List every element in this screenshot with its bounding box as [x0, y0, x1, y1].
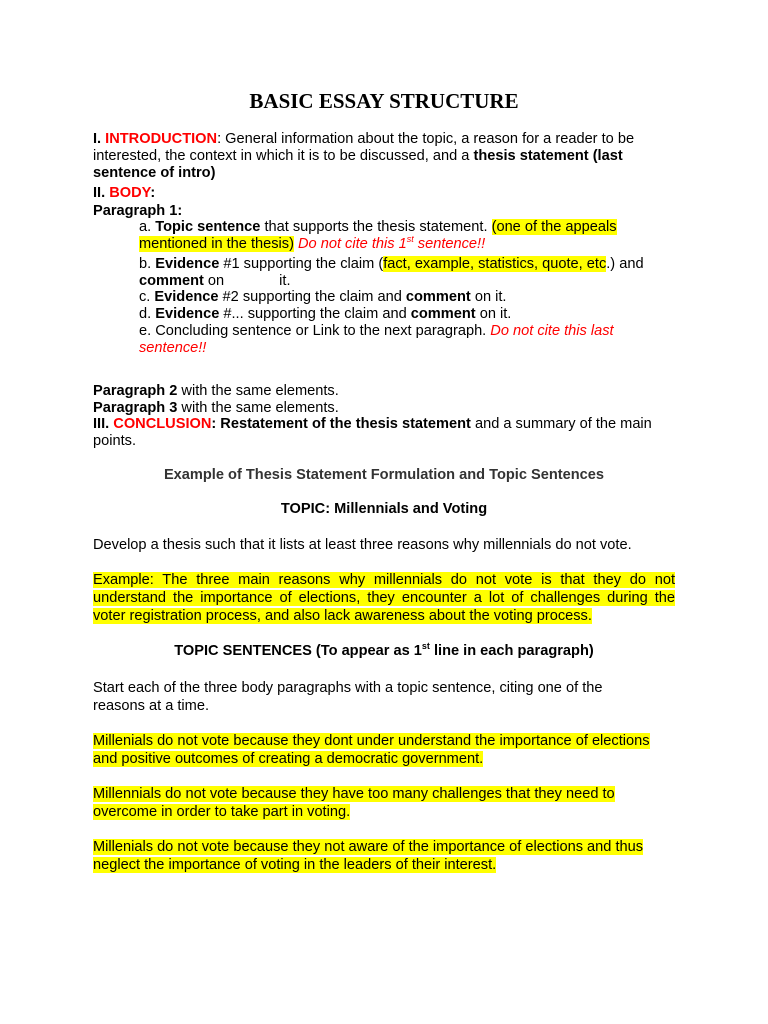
example-heading [93, 467, 675, 484]
item-a-warning-post: sentence!! [413, 236, 486, 252]
conclusion-section [93, 416, 675, 450]
intro-number: I. [93, 131, 102, 147]
paragraph3-bold: Paragraph 3 [93, 400, 178, 416]
paragraph1-heading-text: Paragraph 1: [93, 203, 183, 219]
item-d-evidence [139, 306, 675, 323]
item-d-bold: Evidence [155, 306, 220, 322]
item-b-text2: .) and [606, 256, 644, 272]
item-a-highlight: (one of the appeals mentioned in the thesis) [139, 219, 617, 252]
conclusion-number: III. [93, 416, 110, 432]
item-a-warning-sup: st [406, 234, 414, 245]
item-b-comment: comment [139, 273, 204, 289]
item-b-highlight: fact, example, statistics, quote, etc [383, 256, 607, 272]
start-instruction: Start each of the three body paragraphs with a topic sentence, citing one of the reasons at a time. [93, 680, 603, 714]
item-b-evidence [139, 256, 675, 290]
item-d-text: #... supporting the claim and [219, 306, 411, 322]
item-b-bold: Evidence [155, 256, 220, 272]
introduction-section [93, 131, 675, 182]
topic-sentences-heading [93, 643, 675, 660]
item-b-on: on [203, 273, 225, 289]
body-colon: : [150, 185, 156, 201]
item-e-concluding [139, 323, 675, 357]
item-b-it: it. [279, 273, 291, 289]
topic-sentence-2-text: Millennials do not vote because they have too many challenges that they need to overcome in order to take part in voting. [93, 786, 615, 820]
item-c-comment: comment [405, 289, 471, 305]
intro-text: General information about the topic, a reason for a reader to be interested, the context in which it is to be discussed, and a [93, 131, 635, 164]
item-c-evidence [139, 289, 675, 306]
paragraph3-text: with the same elements. [177, 400, 339, 416]
topic-sentences-pre: TOPIC SENTENCES (To appear as 1 [174, 643, 422, 659]
item-c-text2: on it. [470, 289, 507, 305]
topic-sentence-1-text: Millenials do not vote because they dont under understand the importance of elections and positive outcomes of creating a democratic government. [93, 733, 650, 767]
topic-heading-text: TOPIC: Millennials and Voting [280, 501, 488, 517]
conclusion-text: and a summary of the main points. [93, 416, 652, 449]
topic-sentences-sup: st [421, 641, 430, 652]
item-d-prefix: d. [139, 306, 156, 322]
item-a-prefix: a. [139, 219, 156, 235]
body-label: BODY [109, 185, 151, 201]
paragraph2-bold: Paragraph 2 [93, 383, 178, 399]
item-b-text: #1 supporting the claim ( [219, 256, 384, 272]
item-a-topic-sentence [139, 219, 675, 253]
item-e-text: e. Concluding sentence or Link to the next paragraph. [139, 323, 491, 339]
paragraph3-line [93, 400, 675, 417]
body-heading [93, 185, 675, 202]
thesis-example-text: Example: The three main reasons why millennials do not vote is that they do not understand the importance of elections, they encounter a lot of challenges during the voter registration process, and also lack awareness about the voting process. [93, 572, 675, 624]
intro-label: INTRODUCTION [105, 131, 218, 147]
item-a-warning [294, 236, 485, 252]
intro-thesis-bold: thesis statement (last sentence of intro) [93, 148, 623, 181]
conclusion-bold: : Restatement of the thesis statement [211, 416, 471, 432]
paragraph2-text: with the same elements. [177, 383, 339, 399]
item-a-text: that supports the thesis statement. [260, 219, 492, 235]
topic-sentence-2 [93, 785, 658, 821]
topic-sentence-3 [93, 838, 658, 874]
body-number: II. [93, 185, 106, 201]
develop-thesis-instruction: Develop a thesis such that it lists at least three reasons why millennials do not vote. [93, 537, 632, 553]
topic-sentence-1 [93, 732, 653, 768]
topic-sentences-post: line in each paragraph) [429, 643, 594, 659]
paragraph2-line [93, 383, 675, 400]
item-b-prefix: b. [139, 256, 156, 272]
conclusion-label: CONCLUSION [113, 416, 212, 432]
item-c-bold: Evidence [154, 289, 219, 305]
topic-heading [93, 501, 675, 518]
item-c-prefix: c. [139, 289, 155, 305]
item-c-text: #2 supporting the claim and [218, 289, 406, 305]
thesis-example [93, 571, 675, 625]
example-heading-text: Example of Thesis Statement Formulation and Topic Sentences [163, 467, 605, 483]
item-a-warning-pre: Do not cite this 1 [293, 236, 407, 252]
paragraph1-heading [93, 203, 675, 220]
topic-sentence-3-text: Millenials do not vote because they not aware of the importance of elections and thus neglect the importance of voting in the leaders of their interest. [93, 839, 644, 873]
item-a-bold: Topic sentence [155, 219, 261, 235]
topic-sentences-heading-text [174, 643, 593, 659]
item-d-text2: on it. [475, 306, 512, 322]
document-title: BASIC ESSAY STRUCTURE [249, 89, 519, 113]
item-d-comment: comment [410, 306, 476, 322]
intro-colon: : [217, 131, 222, 147]
item-e-warning: Do not cite this last sentence!! [139, 323, 614, 356]
